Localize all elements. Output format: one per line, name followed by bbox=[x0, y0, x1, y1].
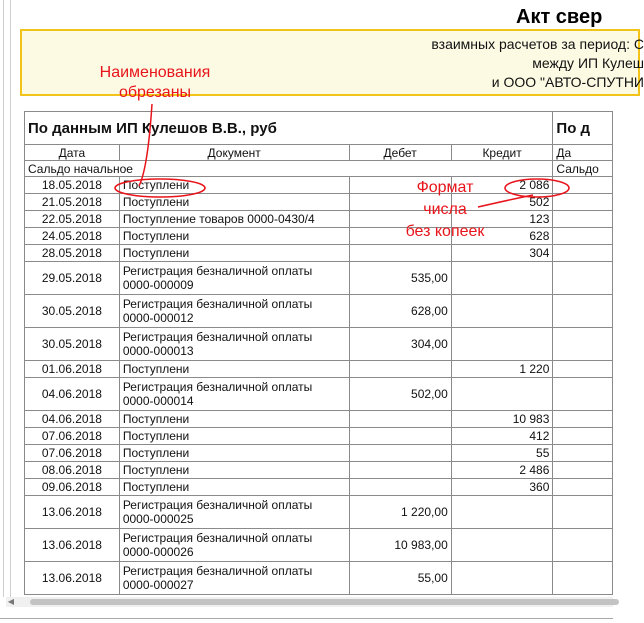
table-row bbox=[25, 462, 613, 479]
table-row bbox=[25, 228, 613, 245]
table-row bbox=[25, 177, 613, 194]
table-row bbox=[25, 295, 613, 328]
row-credit: 1 220 bbox=[451, 361, 553, 378]
row-document: Регистрация безналичной оплаты 0000-000026 bbox=[119, 529, 349, 562]
row-credit: 2 086 bbox=[451, 177, 553, 194]
row-date: 08.06.2018 bbox=[25, 462, 120, 479]
row-debit: 535,00 bbox=[349, 262, 451, 295]
row-date: 13.06.2018 bbox=[25, 562, 120, 595]
row-document: Регистрация безналичной оплаты 0000-000014 bbox=[119, 378, 349, 411]
opening-balance-row bbox=[25, 161, 613, 177]
row-date: 04.06.2018 bbox=[25, 411, 120, 428]
row-right-blank bbox=[553, 245, 613, 262]
table-row bbox=[25, 245, 613, 262]
row-date: 29.05.2018 bbox=[25, 262, 120, 295]
row-document: Поступлени bbox=[119, 462, 349, 479]
row-credit: 2 486 bbox=[451, 462, 553, 479]
horizontal-scrollbar[interactable] bbox=[6, 597, 613, 607]
row-right-blank bbox=[553, 295, 613, 328]
row-credit: 502 bbox=[451, 194, 553, 211]
table-row bbox=[25, 361, 613, 378]
header-line-and: и ООО "АВТО-СПУТНИ bbox=[491, 74, 644, 90]
row-right-blank bbox=[553, 177, 613, 194]
col-header-debit: Дебет bbox=[349, 145, 451, 161]
col-header-credit: Кредит bbox=[451, 145, 553, 161]
row-debit: 55,00 bbox=[349, 562, 451, 595]
row-right-blank bbox=[553, 211, 613, 228]
row-credit bbox=[451, 378, 553, 411]
left-frame-line bbox=[3, 0, 4, 597]
row-right-blank bbox=[553, 328, 613, 361]
row-right-blank bbox=[553, 262, 613, 295]
row-date: 13.06.2018 bbox=[25, 529, 120, 562]
row-credit: 55 bbox=[451, 445, 553, 462]
opening-balance-label: Сальдо начальное bbox=[25, 161, 350, 177]
row-date: 30.05.2018 bbox=[25, 295, 120, 328]
section-left-title: По данным ИП Кулешов В.В., руб bbox=[25, 112, 553, 145]
row-document: Поступлени bbox=[119, 228, 349, 245]
row-right-blank bbox=[553, 411, 613, 428]
row-credit bbox=[451, 496, 553, 529]
row-date: 07.06.2018 bbox=[25, 445, 120, 462]
table-row bbox=[25, 496, 613, 529]
row-document: Поступлени bbox=[119, 361, 349, 378]
table-row bbox=[25, 445, 613, 462]
table-row bbox=[25, 479, 613, 496]
header-line-between: между ИП Кулеш bbox=[532, 55, 644, 71]
row-credit bbox=[451, 262, 553, 295]
row-document: Поступлени bbox=[119, 177, 349, 194]
row-right-blank bbox=[553, 496, 613, 529]
row-right-blank bbox=[553, 445, 613, 462]
table-row bbox=[25, 194, 613, 211]
row-right-blank bbox=[553, 529, 613, 562]
opening-balance-right: Сальдо bbox=[553, 161, 613, 177]
row-date: 30.05.2018 bbox=[25, 328, 120, 361]
row-credit: 304 bbox=[451, 245, 553, 262]
row-credit: 360 bbox=[451, 479, 553, 496]
row-credit: 412 bbox=[451, 428, 553, 445]
row-date: 01.06.2018 bbox=[25, 361, 120, 378]
row-date: 07.06.2018 bbox=[25, 428, 120, 445]
row-right-blank bbox=[553, 228, 613, 245]
table-row bbox=[25, 562, 613, 595]
table-row bbox=[25, 211, 613, 228]
col-header-document: Документ bbox=[119, 145, 349, 161]
row-debit bbox=[349, 462, 451, 479]
row-document: Регистрация безналичной оплаты 0000-000012 bbox=[119, 295, 349, 328]
col-header-date-right: Да bbox=[553, 145, 613, 161]
row-document: Поступлени bbox=[119, 479, 349, 496]
row-document: Регистрация безналичной оплаты 0000-000027 bbox=[119, 562, 349, 595]
row-document: Поступлени bbox=[119, 411, 349, 428]
table-row bbox=[25, 529, 613, 562]
row-debit bbox=[349, 411, 451, 428]
row-debit: 10 983,00 bbox=[349, 529, 451, 562]
header-line-period: взаимных расчетов за период: С bbox=[431, 36, 644, 52]
row-debit bbox=[349, 245, 451, 262]
section-right-title: По д bbox=[553, 112, 613, 145]
row-document: Регистрация безналичной оплаты 0000-000025 bbox=[119, 496, 349, 529]
document-title: Акт свер bbox=[516, 6, 603, 28]
section-header-row bbox=[25, 112, 613, 145]
row-debit: 1 220,00 bbox=[349, 496, 451, 529]
row-document: Поступлени bbox=[119, 194, 349, 211]
row-credit: 628 bbox=[451, 228, 553, 245]
row-debit: 628,00 bbox=[349, 295, 451, 328]
row-right-blank bbox=[553, 378, 613, 411]
table-row bbox=[25, 328, 613, 361]
row-date: 09.06.2018 bbox=[25, 479, 120, 496]
row-document: Поступлени bbox=[119, 428, 349, 445]
row-date: 18.05.2018 bbox=[25, 177, 120, 194]
row-date: 22.05.2018 bbox=[25, 211, 120, 228]
table-row bbox=[25, 378, 613, 411]
row-document: Регистрация безналичной оплаты 0000-000013 bbox=[119, 328, 349, 361]
row-date: 04.06.2018 bbox=[25, 378, 120, 411]
col-header-date: Дата bbox=[25, 145, 120, 161]
row-date: 13.06.2018 bbox=[25, 496, 120, 529]
row-credit bbox=[451, 328, 553, 361]
table-row bbox=[25, 411, 613, 428]
bottom-border bbox=[0, 618, 613, 619]
row-credit bbox=[451, 562, 553, 595]
row-right-blank bbox=[553, 562, 613, 595]
row-right-blank bbox=[553, 479, 613, 496]
row-right-blank bbox=[553, 361, 613, 378]
row-credit: 123 bbox=[451, 211, 553, 228]
row-debit bbox=[349, 428, 451, 445]
row-debit bbox=[349, 445, 451, 462]
row-document: Поступлени bbox=[119, 445, 349, 462]
scrollbar-thumb[interactable] bbox=[30, 599, 619, 605]
row-credit bbox=[451, 529, 553, 562]
annotation-names-truncated: Наименования обрезаны bbox=[99, 64, 211, 101]
row-document: Поступлени bbox=[119, 245, 349, 262]
row-document: Поступление товаров 0000-0430/4 bbox=[119, 211, 349, 228]
annotation-number-format: Формат числа без копеек bbox=[405, 179, 485, 240]
reconciliation-table bbox=[24, 111, 613, 595]
row-debit: 502,00 bbox=[349, 378, 451, 411]
row-debit: 304,00 bbox=[349, 328, 451, 361]
row-debit bbox=[349, 479, 451, 496]
row-date: 24.05.2018 bbox=[25, 228, 120, 245]
page-margin-line bbox=[10, 0, 11, 597]
row-right-blank bbox=[553, 194, 613, 211]
scroll-left-icon[interactable]: ◀ bbox=[7, 597, 15, 606]
row-right-blank bbox=[553, 428, 613, 445]
table-row bbox=[25, 428, 613, 445]
row-document: Регистрация безналичной оплаты 0000-000009 bbox=[119, 262, 349, 295]
row-credit bbox=[451, 295, 553, 328]
row-date: 28.05.2018 bbox=[25, 245, 120, 262]
row-debit bbox=[349, 361, 451, 378]
table-row bbox=[25, 262, 613, 295]
column-header-row bbox=[25, 145, 613, 161]
row-right-blank bbox=[553, 462, 613, 479]
row-date: 21.05.2018 bbox=[25, 194, 120, 211]
table-body bbox=[25, 177, 613, 595]
row-credit: 10 983 bbox=[451, 411, 553, 428]
